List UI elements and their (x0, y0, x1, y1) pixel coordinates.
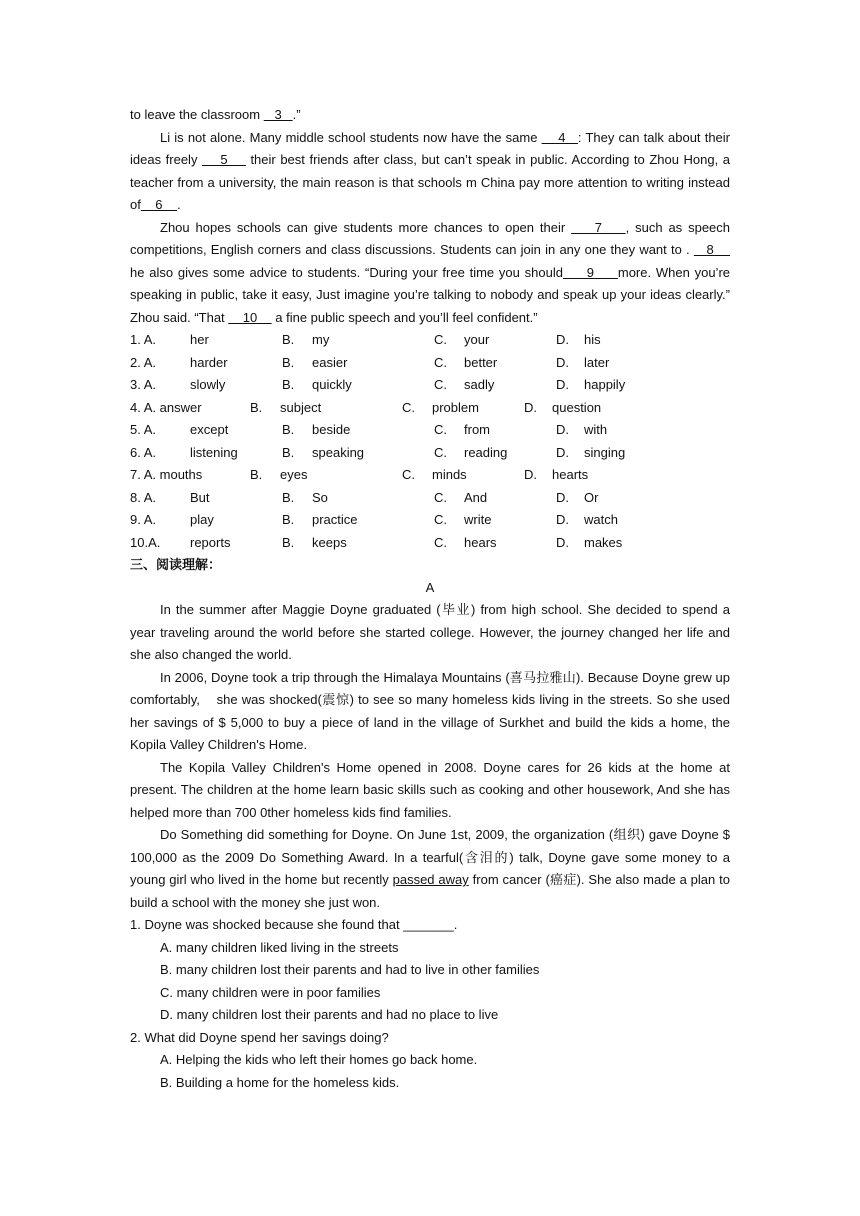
option-row (130, 352, 730, 375)
text: he also gives some advice to students. “During your free time you should (130, 264, 563, 280)
option-label: B. (250, 467, 263, 482)
question-number: 8. A. (130, 489, 157, 505)
section-heading: 三、阅读理解： (130, 557, 222, 572)
blank-6: 6 (140, 197, 177, 212)
question-number: 1. A. (130, 332, 157, 347)
option-row (130, 329, 730, 352)
option-d: later (584, 354, 610, 370)
question-number: 7. A. mouths (130, 467, 203, 482)
passage-letter: A (425, 579, 435, 595)
option-d: hearts (552, 467, 589, 482)
option-b: keeps (312, 534, 347, 550)
text: , such as speech competitions, English corners and class discussions. Students can join in any one they want to . (130, 219, 731, 257)
answer-option[interactable]: A. many children liked living in the streets (160, 939, 399, 955)
reading-paragraph-2: In 2006, Doyne took a trip through the Himalaya Mountains (喜马拉雅山). Because Doyne grew up comfortably, she was shocked(震惊) to see so many homeless kids living in the streets. So she used her savings of $ 5,000 to buy a piece of land in the village of Surkhet and build the kids a home, the Kopila Valley Children's Home. (130, 669, 734, 752)
question-number: 4. A. answer (130, 399, 202, 415)
option-row (130, 397, 730, 420)
questions-list (130, 914, 730, 1094)
option-label: D. (556, 332, 569, 347)
option-a: except (190, 422, 229, 437)
option-label: C. (434, 354, 447, 370)
answer-option[interactable]: C. many children were in poor families (160, 984, 381, 1000)
blank-9: 9 (562, 264, 618, 280)
option-label: C. (434, 332, 447, 347)
option-label: B. (282, 534, 295, 550)
underlined-phrase: passed away (392, 872, 469, 887)
option-row (130, 532, 730, 555)
option-b: quickly (312, 377, 352, 392)
option-b: speaking (312, 444, 365, 460)
blank-10: 10 (228, 309, 272, 325)
option-label: D. (524, 467, 537, 482)
option-d: his (584, 332, 601, 347)
option-d: with (584, 422, 608, 437)
option-c: your (464, 332, 490, 347)
text: : They can talk about their ideas freely (130, 129, 730, 167)
text: Do Something did something for Doyne. On June 1st, 2009, the organization (组织) gave Doyne $ 100,000 as the 2009 Do Something Award. In a tearful(含泪的) talk, Doyne gave some money to a young girl who lived in the home but recently (130, 827, 730, 887)
question-stem: 2. What did Doyne spend her savings doing? (130, 1029, 389, 1045)
blank-5: 5 (202, 152, 246, 167)
option-b: my (312, 332, 330, 347)
option-label: D. (556, 534, 569, 550)
blank-8: 8 (693, 242, 730, 257)
option-label: C. (402, 399, 415, 415)
question-stem: 1. Doyne was shocked because she found that _______. (130, 917, 458, 932)
option-b: eyes (280, 467, 308, 482)
option-c: And (464, 489, 488, 505)
cloze-options-table (130, 329, 730, 554)
option-label: B. (282, 332, 295, 347)
option-c: minds (432, 467, 467, 482)
option-label: B. (250, 399, 263, 415)
blank-7: 7 (571, 219, 626, 235)
option-label: B. (282, 377, 295, 392)
document-page (130, 104, 734, 1094)
option-d: singing (584, 444, 626, 460)
text: Zhou hopes schools can give students more chances to open their (160, 219, 572, 235)
option-c: from (464, 422, 490, 437)
option-a: play (190, 512, 214, 527)
option-label: D. (556, 444, 569, 460)
option-c: hears (464, 534, 497, 550)
option-c: reading (464, 444, 508, 460)
option-c: write (464, 512, 492, 527)
option-a: slowly (190, 377, 226, 392)
option-row (130, 374, 730, 397)
option-label: C. (434, 444, 447, 460)
reading-paragraph-4 (130, 824, 730, 914)
option-c: sadly (464, 377, 495, 392)
option-d: Or (584, 489, 599, 505)
answer-option[interactable]: A. Helping the kids who left their homes go back home. (160, 1052, 478, 1067)
option-row (130, 509, 730, 532)
option-label: D. (556, 489, 569, 505)
option-c: better (464, 354, 498, 370)
text: .” (292, 107, 301, 122)
option-label: D. (556, 377, 569, 392)
option-d: watch (584, 512, 618, 527)
option-b: easier (312, 354, 348, 370)
option-label: B. (282, 489, 295, 505)
cloze-paragraph-2 (130, 217, 730, 330)
option-label: C. (434, 377, 447, 392)
option-row (130, 487, 730, 510)
question-number: 10.A. (130, 534, 161, 550)
answer-option[interactable]: D. many children lost their parents and had no place to live (160, 1007, 499, 1022)
option-d: question (552, 399, 602, 415)
option-label: C. (434, 422, 447, 437)
option-a: her (190, 332, 209, 347)
option-c: problem (432, 399, 479, 415)
text: to leave the classroom (130, 107, 264, 122)
text: from cancer (癌症). She also made a plan to build a school with the money she just won. (130, 872, 730, 910)
question-number: 5. A. (130, 422, 157, 437)
option-label: B. (282, 444, 295, 460)
option-b: practice (312, 512, 358, 527)
text: their best friends after class, but can’t speak in public. According to Zhou Hong, a teacher from a university, the main reason is that schools m China pay more attention to writing instead of (130, 152, 731, 212)
answer-option[interactable]: B. many children lost their parents and had to live in other families (160, 962, 540, 977)
text: Li is not alone. Many middle school students now have the same (160, 129, 542, 145)
text: more. When you’re speaking in public, take it easy, Just imagine you’re talking to nobody and speak up your ideas clearly.” Zhou said. “That (130, 264, 731, 325)
option-row (130, 464, 730, 487)
option-label: D. (556, 512, 569, 527)
question-number: 2. A. (130, 354, 157, 370)
option-label: C. (434, 489, 447, 505)
option-label: C. (402, 467, 415, 482)
option-label: D. (556, 354, 569, 370)
blank-4: 4 (541, 129, 578, 145)
reading-paragraph-1: In the summer after Maggie Doyne graduated (毕业) from high school. She decided to spend a year traveling around the world before she started college. However, the journey changed her life and she also changed the world. (130, 602, 730, 662)
option-row (130, 442, 730, 465)
option-label: D. (556, 422, 569, 437)
cloze-paragraph-1 (130, 127, 730, 217)
option-a: harder (190, 354, 228, 370)
option-row (130, 419, 730, 442)
text: a fine public speech and you’ll feel confident.” (271, 309, 538, 325)
option-a: But (190, 489, 210, 505)
question-number: 9. A. (130, 512, 157, 527)
option-label: C. (434, 534, 447, 550)
question-number: 3. A. (130, 377, 157, 392)
option-label: D. (524, 399, 537, 415)
option-d: makes (584, 534, 623, 550)
cloze-paragraph-0 (130, 104, 730, 127)
option-b: subject (280, 399, 322, 415)
option-label: B. (282, 354, 295, 370)
reading-paragraph-3: The Kopila Valley Children's Home opened in 2008. Doyne cares for 26 kids at the home at present. The children at the home learn basic skills such as cooking and other housework, And she has helped more than 700 0ther homeless kids find families. (130, 759, 730, 820)
option-label: B. (282, 512, 295, 527)
option-d: happily (584, 377, 626, 392)
option-label: B. (282, 422, 295, 437)
option-a: listening (190, 444, 238, 460)
option-label: C. (434, 512, 447, 527)
blank-3: 3 (263, 107, 293, 122)
question-number: 6. A. (130, 444, 157, 460)
option-b: beside (312, 422, 351, 437)
answer-option[interactable]: B. Building a home for the homeless kids. (160, 1074, 400, 1090)
text: . (176, 197, 181, 212)
option-b: So (312, 489, 328, 505)
option-a: reports (190, 534, 231, 550)
